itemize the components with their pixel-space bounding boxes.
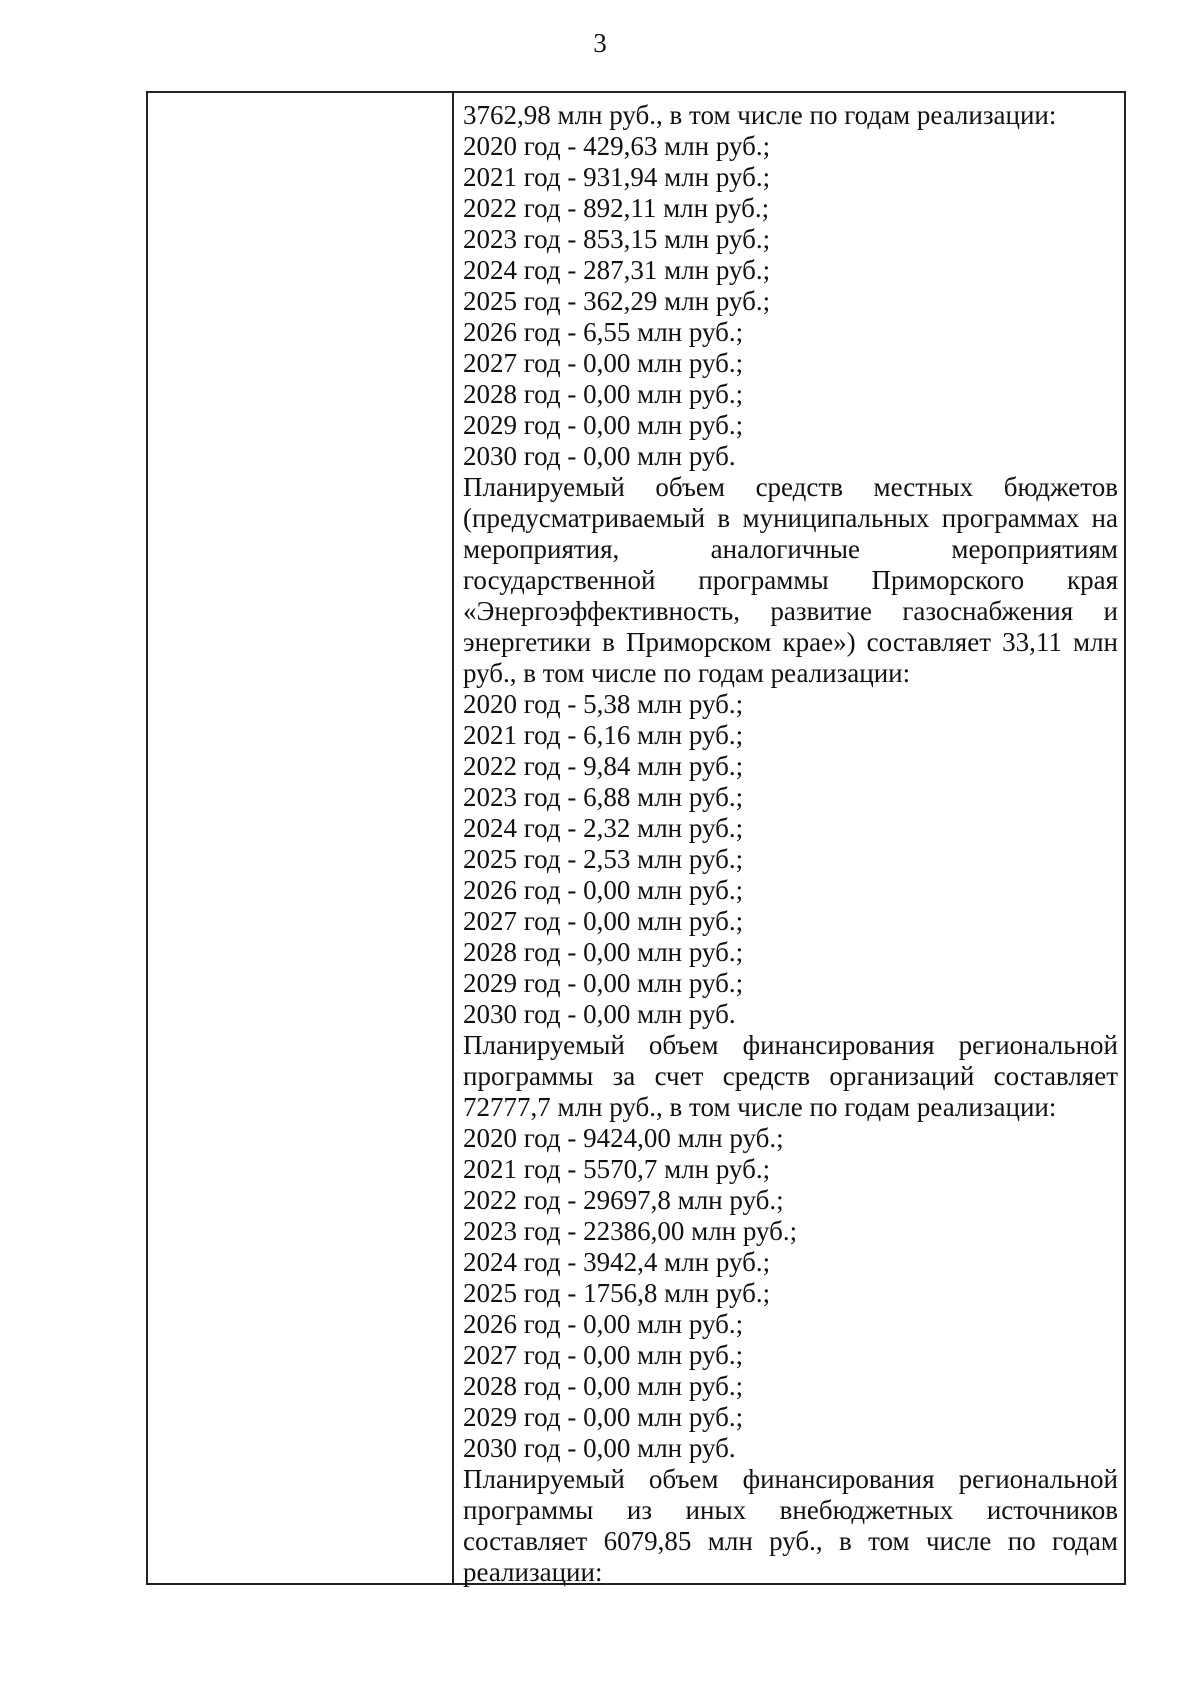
year-line: 2029 год - 0,00 млн руб.; [463,1402,744,1432]
block4-paragraph [463,1464,1118,1588]
block1-year-list [463,131,1118,472]
para-line: составляет 6079,85 млн руб., в том числе по годам [463,1526,1118,1556]
year-line: 2021 год - 6,16 млн руб.; [463,720,744,750]
year-line: 2025 год - 2,53 млн руб.; [463,844,744,874]
year-line: 2030 год - 0,00 млн руб. [463,999,736,1029]
para-line: программы из иных внебюджетных источников [463,1495,1118,1525]
year-line: 2029 год - 0,00 млн руб.; [463,410,744,440]
year-line: 2020 год - 429,63 млн руб.; [463,131,771,161]
year-line: 2028 год - 0,00 млн руб.; [463,1371,744,1401]
year-line: 2027 год - 0,00 млн руб.; [463,906,744,936]
block3-paragraph [463,1030,1118,1123]
year-line: 2020 год - 5,38 млн руб.; [463,689,744,719]
year-line: 2027 год - 0,00 млн руб.; [463,348,744,378]
year-line: 2030 год - 0,00 млн руб. [463,441,736,471]
block3-year-list [463,1123,1118,1464]
block1-intro: 3762,98 млн руб., в том числе по годам реализации: [463,100,1057,130]
year-line: 2028 год - 0,00 млн руб.; [463,379,744,409]
year-line: 2029 год - 0,00 млн руб.; [463,968,744,998]
year-line: 2023 год - 22386,00 млн руб.; [463,1216,798,1246]
para-line: Планируемый объем финансирования региональной [463,1030,1118,1060]
year-line: 2022 год - 892,11 млн руб.; [463,193,770,223]
year-line: 2030 год - 0,00 млн руб. [463,1433,736,1463]
year-line: 2026 год - 6,55 млн руб.; [463,317,744,347]
year-line: 2025 год - 1756,8 млн руб.; [463,1278,771,1308]
para-line: мероприятия, аналогичные мероприятиям [463,534,1118,564]
para-line: руб., в том числе по годам реализации: [463,658,911,688]
table-left-cell [148,93,454,1583]
page-number: 3 [593,28,607,58]
table-right-cell [454,93,1124,1587]
year-line: 2024 год - 2,32 млн руб.; [463,813,744,843]
year-line: 2024 год - 287,31 млн руб.; [463,255,771,285]
year-line: 2024 год - 3942,4 млн руб.; [463,1247,771,1277]
year-line: 2021 год - 931,94 млн руб.; [463,162,771,192]
year-line: 2028 год - 0,00 млн руб.; [463,937,744,967]
year-line: 2022 год - 9,84 млн руб.; [463,751,744,781]
para-line: государственной программы Приморского края [463,565,1118,595]
para-line: 72777,7 млн руб., в том числе по годам реализации: [463,1092,1057,1122]
year-line: 2026 год - 0,00 млн руб.; [463,1309,744,1339]
block2-paragraph [463,472,1118,689]
para-line: энергетики в Приморском крае») составляет 33,11 млн [463,627,1118,657]
funding-table [146,91,1126,1585]
year-line: 2026 год - 0,00 млн руб.; [463,875,744,905]
para-line: Планируемый объем средств местных бюджетов [463,472,1118,502]
year-line: 2023 год - 6,88 млн руб.; [463,782,744,812]
para-line: «Энергоэффективность, развитие газоснабжения и [463,596,1118,626]
para-line: (предусматриваемый в муниципальных программах на [463,503,1118,533]
para-line: реализации: [463,1557,603,1587]
year-line: 2022 год - 29697,8 млн руб.; [463,1185,784,1215]
year-line: 2020 год - 9424,00 млн руб.; [463,1123,784,1153]
year-line: 2025 год - 362,29 млн руб.; [463,286,771,316]
year-line: 2021 год - 5570,7 млн руб.; [463,1154,771,1184]
year-line: 2027 год - 0,00 млн руб.; [463,1340,744,1370]
block2-year-list [463,689,1118,1030]
para-line: Планируемый объем финансирования региональной [463,1464,1118,1494]
year-line: 2023 год - 853,15 млн руб.; [463,224,771,254]
para-line: программы за счет средств организаций составляет [463,1061,1118,1091]
